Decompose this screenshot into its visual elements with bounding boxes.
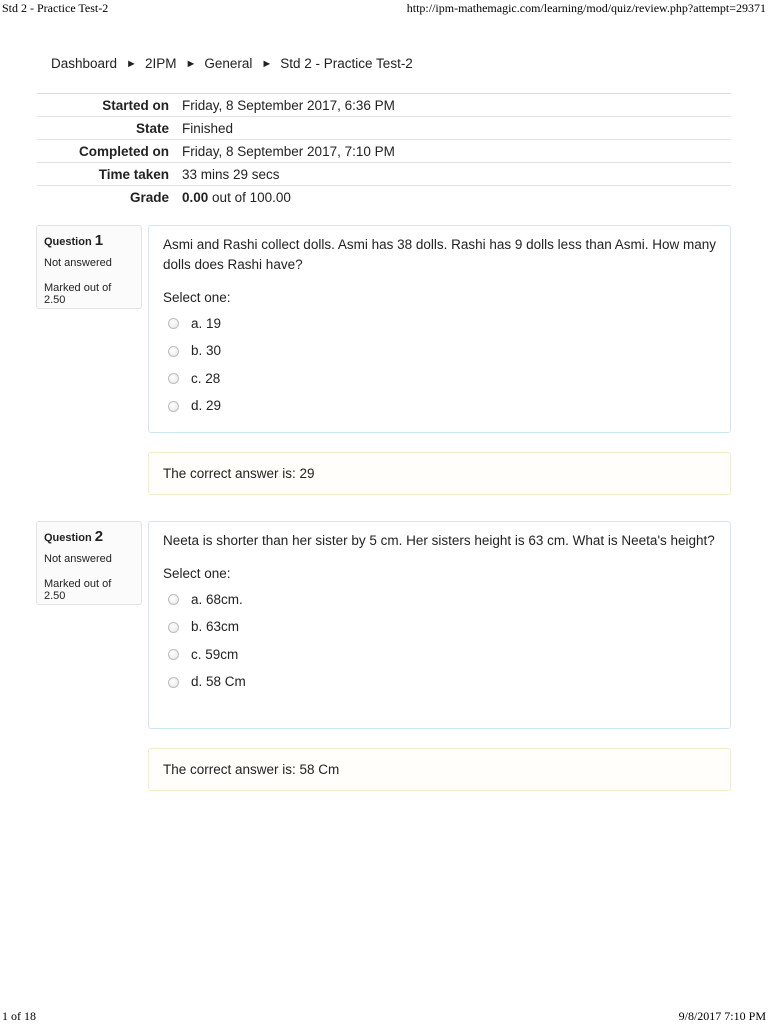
print-footer [0,1008,768,1024]
question-text: Asmi and Rashi collect dolls. Asmi has 38 dolls. Rashi has 9 dolls less than Asmi. How many dolls does Rashi have? [163,237,716,272]
breadcrumb-section[interactable]: General [204,56,253,71]
summary-row-time [37,163,731,186]
breadcrumb-separator-icon: ► [185,57,197,70]
summary-row-started [37,94,731,117]
question-info-2 [36,521,142,605]
summary-value: Finished [182,120,234,136]
question-number-value: 1 [94,232,104,249]
breadcrumb [51,56,413,71]
print-header [0,0,768,16]
question-state: Not answered [44,257,112,269]
question-label: Question [44,236,92,248]
radio-button[interactable] [168,318,179,329]
print-page-title: Std 2 - Practice Test-2 [2,1,109,15]
breadcrumb-separator-icon: ► [261,57,273,70]
answer-option[interactable] [163,614,716,642]
question-state: Not answered [44,553,112,565]
breadcrumb-dashboard[interactable]: Dashboard [51,56,118,71]
summary-row-state [37,117,731,140]
answer-option-label: c. 59cm [191,646,239,662]
answer-option-label: a. 19 [191,315,222,331]
radio-button[interactable] [168,677,179,688]
radio-button[interactable] [168,649,179,660]
correct-answer-feedback-2 [148,748,731,791]
answer-option[interactable] [163,669,716,697]
question-text: Neeta is shorter than her sister by 5 cm. Her sisters height is 63 cm. What is Neeta's height? [163,533,715,548]
summary-value: Friday, 8 September 2017, 6:36 PM [182,97,395,113]
answer-prompt: Select one: [163,566,231,581]
summary-value: Friday, 8 September 2017, 7:10 PM [182,143,395,159]
answer-option[interactable] [163,393,716,421]
breadcrumb-course[interactable]: 2IPM [144,56,177,71]
answer-option-label: c. 28 [191,370,221,386]
correct-answer-feedback-1 [148,452,731,495]
radio-button[interactable] [168,373,179,384]
summary-label: Time taken [98,166,169,182]
question-number [44,528,134,545]
answer-option[interactable] [163,310,716,338]
attempt-summary-table [37,93,731,208]
correct-answer-text: The correct answer is: 29 [163,466,315,481]
print-page-count: 1 of 18 [2,1009,36,1023]
summary-label: State [135,120,169,136]
question-formulation-1 [148,225,731,433]
summary-value [182,190,291,205]
answer-option-label: b. 63cm [191,619,240,635]
breadcrumb-quiz[interactable]: Std 2 - Practice Test-2 [280,56,413,71]
question-marks: Marked out of 2.50 [44,282,112,306]
question-label: Question [44,532,92,544]
grade-score: 0.00 [182,189,209,205]
question-number-value: 2 [94,528,104,545]
question-marks: Marked out of 2.50 [44,578,112,602]
answer-options [163,310,716,420]
summary-label: Started on [102,97,169,113]
answer-option-label: d. 29 [191,398,222,414]
summary-label: Completed on [79,143,169,159]
answer-option-label: d. 58 Cm [191,674,246,690]
answer-prompt: Select one: [163,290,231,305]
answer-option[interactable] [163,586,716,614]
question-info-1 [36,225,142,309]
question-number [44,232,134,249]
summary-row-completed [37,140,731,163]
radio-button[interactable] [168,622,179,633]
correct-answer-text: The correct answer is: 58 Cm [163,762,340,777]
answer-options [163,586,716,696]
grade-suffix: out of 100.00 [212,189,291,205]
summary-label: Grade [129,189,169,205]
radio-button[interactable] [168,594,179,605]
summary-row-grade [37,186,731,208]
print-url: http://ipm-mathemagic.com/learning/mod/quiz/review.php?attempt=29371 [406,1,766,15]
radio-button[interactable] [168,401,179,412]
question-formulation-2 [148,521,731,729]
answer-option-label: b. 30 [191,343,222,359]
radio-button[interactable] [168,346,179,357]
answer-option-label: a. 68cm. [191,591,243,607]
breadcrumb-separator-icon: ► [126,57,137,70]
answer-option[interactable] [163,365,716,393]
print-datetime: 9/8/2017 7:10 PM [678,1009,766,1023]
summary-value: 33 mins 29 secs [182,166,280,182]
answer-option[interactable] [163,338,716,366]
answer-option[interactable] [163,641,716,669]
